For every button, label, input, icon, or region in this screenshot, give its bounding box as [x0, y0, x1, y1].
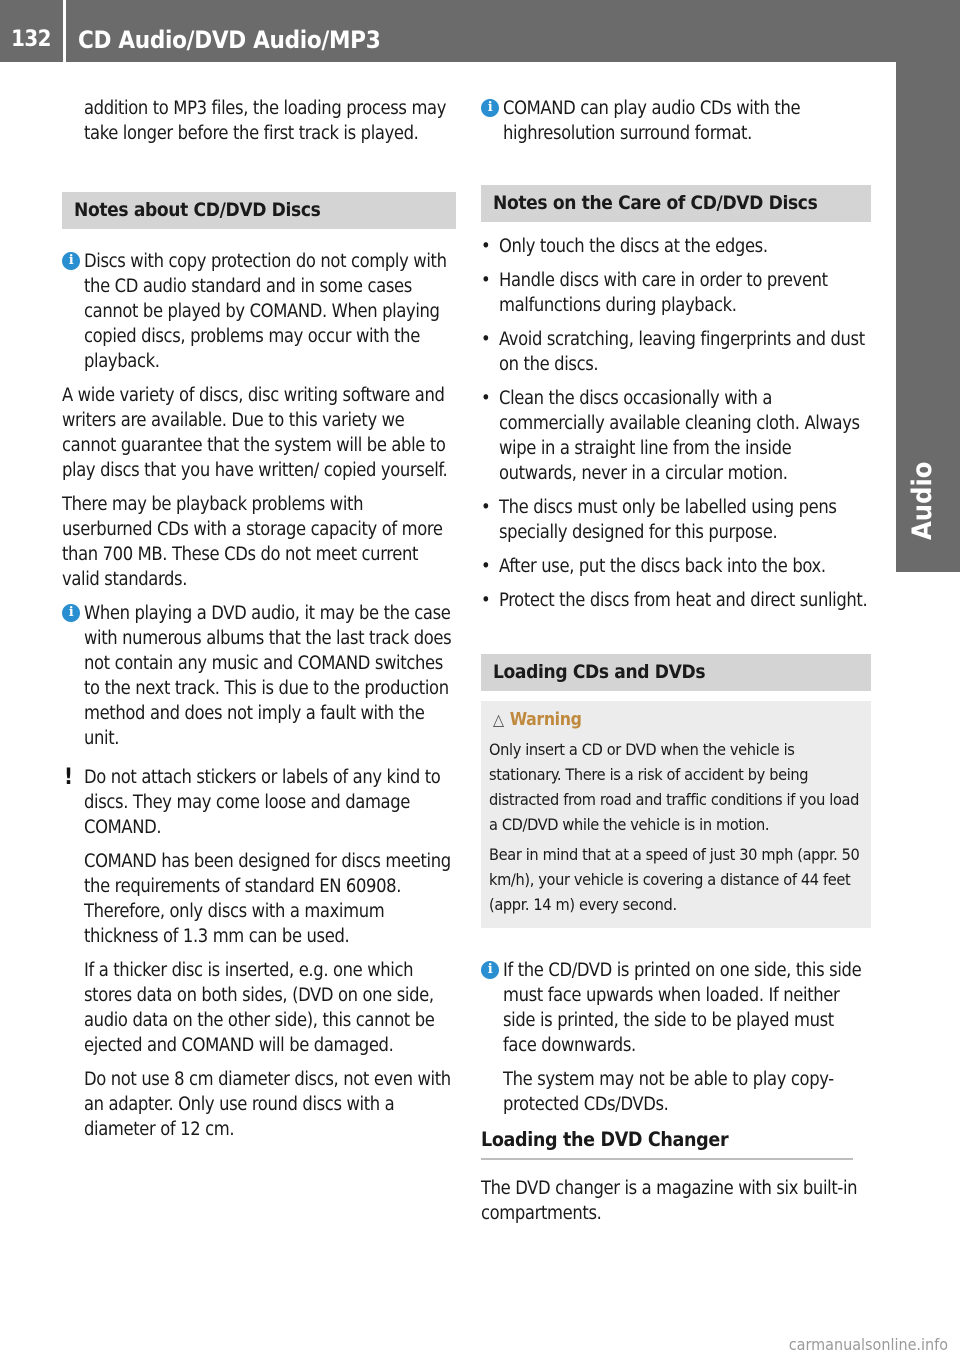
list-item: • After use, put the discs back into the box. — [481, 556, 826, 577]
info-note — [62, 249, 456, 374]
paragraph: There may be playback problems with userburned CDs with a storage capacity of more than 700 MB. These CDs do not meet current valid standards. — [62, 494, 443, 590]
section-heading: Loading CDs and DVDs — [481, 654, 871, 691]
chapter-title: CD Audio/DVD Audio/MP3 — [78, 26, 381, 54]
info-icon: i — [481, 99, 499, 117]
bullet-icon: • — [481, 236, 491, 257]
info-icon: i — [62, 604, 80, 622]
paragraph: The DVD changer is a magazine with six built-in compartments. — [481, 1178, 858, 1224]
exclamation-icon: ! — [64, 765, 73, 790]
warning-triangle-icon: △ — [493, 710, 504, 729]
side-tab-label: Audio — [907, 461, 938, 540]
watermark: carmanualsonline.info — [788, 1335, 948, 1354]
bullet-icon: • — [481, 270, 491, 291]
list-item: • Clean the discs occasionally with a commercially available cleaning cloth. Always wipe in a straight line from the inside outwards, never in a circular motion. — [481, 388, 860, 484]
bullet-icon: • — [481, 329, 491, 350]
subsection-heading: Loading the DVD Changer — [481, 1127, 853, 1160]
info-note — [481, 96, 871, 146]
intro-text: addition to MP3 files, the loading process may take longer before the first track is played. — [84, 98, 447, 144]
left-column — [62, 96, 456, 1151]
section-heading: Notes about CD/DVD Discs — [62, 192, 456, 229]
info-icon: i — [481, 961, 499, 979]
list-item: • The discs must only be labelled using pens specially designed for this purpose. — [481, 497, 837, 543]
right-column — [481, 96, 871, 1235]
note-text: When playing a DVD audio, it may be the case with numerous albums that the last track does not contain any music and COMAND switches to the next track. This is due to the production method and does not imply a fault with the unit. — [84, 603, 452, 749]
bullet-icon: • — [481, 556, 491, 577]
warning-box — [481, 701, 871, 928]
paragraph: A wide variety of discs, disc writing software and writers are available. Due to this variety we cannot guarantee that the system will be able to play discs that you have written/ copied yourself. — [62, 385, 448, 481]
bullet-icon: • — [481, 388, 491, 409]
warning-text: Only insert a CD or DVD when the vehicle is stationary. There is a risk of accident by being distracted from road and traffic conditions if you load a CD/DVD while the vehicle is in motion. — [489, 740, 860, 834]
note-text: COMAND can play audio CDs with the highresolution surround format. — [503, 98, 801, 144]
note-text: Discs with copy protection do not comply with the CD audio standard and in some cases cannot be played by COMAND. When playing copied discs, problems may occur with the playback. — [84, 251, 447, 372]
caution-paragraph: If a thicker disc is inserted, e.g. one which stores data on both sides, (DVD on one side, audio data on the other side), this cannot be ejected and COMAND will be damaged. — [84, 960, 435, 1056]
page-number: 132 — [11, 27, 51, 52]
info-note — [62, 601, 456, 751]
note-paragraph: The system may not be able to play copy-protected CDs/DVDs. — [503, 1069, 834, 1115]
caution-text: Do not attach stickers or labels of any kind to discs. They may come loose and damage COMAND. — [84, 767, 441, 838]
header-divider — [63, 0, 66, 62]
list-item: • Handle discs with care in order to prevent malfunctions during playback. — [481, 270, 828, 316]
side-tab-inactive — [896, 62, 960, 392]
warning-text: Bear in mind that at a speed of just 30 mph (appr. 50 km/h), your vehicle is covering a distance of 44 feet (appr. 14 m) every second. — [489, 845, 860, 914]
caution-paragraph: COMAND has been designed for discs meeting the requirements of standard EN 60908. Therefore, only discs with a maximum thickness of 1.3 mm can be used. — [84, 851, 451, 947]
info-note — [481, 958, 871, 1058]
list-item: • Protect the discs from heat and direct sunlight. — [481, 590, 868, 611]
caution-paragraph: Do not use 8 cm diameter discs, not even with an adapter. Only use round discs with a diameter of 12 cm. — [84, 1069, 451, 1140]
caution-note — [62, 765, 456, 840]
care-list — [481, 234, 871, 613]
info-icon: i — [62, 252, 80, 270]
list-item: • Avoid scratching, leaving fingerprints and dust on the discs. — [481, 329, 865, 375]
note-text: If the CD/DVD is printed on one side, this side must face upwards when loaded. If neither side is printed, the side to be played must face downwards. — [503, 960, 862, 1056]
warning-heading: △ Warning — [489, 707, 861, 733]
list-item: • Only touch the discs at the edges. — [481, 236, 768, 257]
bullet-icon: • — [481, 497, 491, 518]
bullet-icon: • — [481, 590, 491, 611]
section-heading: Notes on the Care of CD/DVD Discs — [481, 185, 871, 222]
